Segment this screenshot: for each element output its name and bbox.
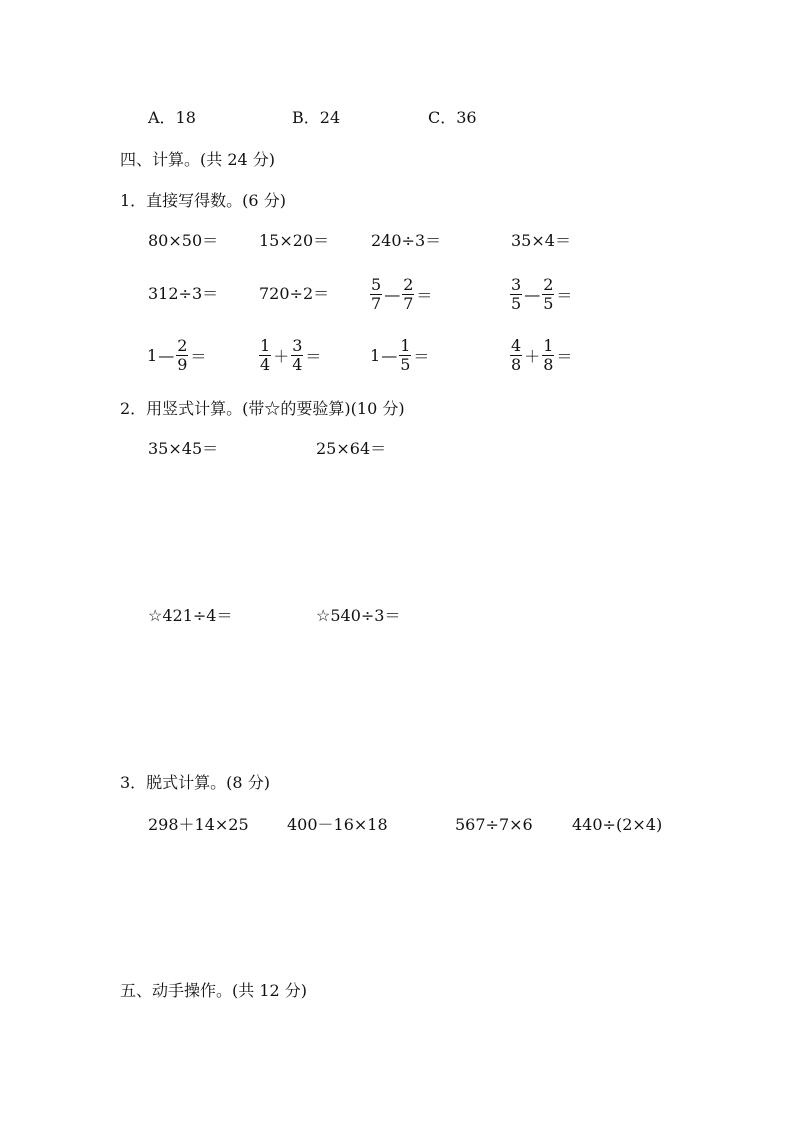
section-4-title: 四、计算。(共 24 分) [120, 150, 276, 169]
q1-fraction-expression [369, 272, 433, 316]
q1-fraction-expression [370, 333, 430, 377]
fraction [542, 276, 554, 313]
numerator: 2 [403, 274, 414, 294]
q2-item: 25×64＝ [316, 439, 387, 458]
fraction [510, 276, 522, 313]
numerator: 1 [400, 335, 411, 355]
denominator: 4 [260, 354, 271, 374]
option-b: B．24 [292, 108, 341, 127]
fraction [291, 337, 303, 374]
fraction [370, 276, 382, 313]
numerator: 5 [371, 274, 382, 294]
q1-item: 720÷2＝ [259, 284, 330, 303]
numerator: 3 [511, 274, 522, 294]
fraction [402, 276, 414, 313]
denominator: 5 [400, 354, 411, 374]
operator: ＋ [524, 346, 541, 366]
option-c: C．36 [428, 108, 477, 127]
fraction [259, 337, 271, 374]
q3-item: 400－16×18 [287, 815, 388, 834]
fraction [176, 337, 188, 374]
q1-fraction-expression [147, 333, 207, 377]
denominator: 8 [543, 354, 554, 374]
denominator: 9 [177, 354, 188, 374]
denominator: 8 [511, 354, 522, 374]
denominator: 5 [511, 293, 522, 313]
q3-item: 298＋14×25 [148, 815, 249, 834]
equals-sign: ＝ [413, 346, 430, 366]
denominator: 7 [403, 293, 414, 313]
q1-item: 240÷3＝ [371, 231, 442, 250]
numerator: 4 [511, 335, 522, 355]
equals-sign: ＝ [556, 346, 573, 366]
q1-item: 35×4＝ [511, 231, 571, 250]
denominator: 5 [543, 293, 554, 313]
numerator: 3 [292, 335, 303, 355]
operator: — [384, 284, 401, 304]
section-5-title: 五、动手操作。(共 12 分) [120, 981, 308, 1000]
q1-item: 15×20＝ [259, 231, 330, 250]
whole-number: 1 [370, 345, 381, 365]
fraction [399, 337, 411, 374]
numerator: 1 [260, 335, 271, 355]
q1-item: 312÷3＝ [148, 284, 219, 303]
q1-title: 1．直接写得数。(6 分) [120, 191, 286, 210]
whole-number: 1 [147, 345, 158, 365]
equals-sign: ＝ [556, 285, 573, 305]
denominator: 4 [292, 354, 303, 374]
q1-item: 80×50＝ [148, 231, 219, 250]
operator: — [158, 345, 175, 365]
option-a: A．18 [148, 108, 196, 127]
q3-title: 3．脱式计算。(8 分) [120, 773, 270, 792]
q2-item: ☆540÷3＝ [316, 606, 401, 625]
operator: ＋ [273, 346, 290, 366]
q1-fraction-expression [509, 333, 573, 377]
q2-title: 2．用竖式计算。(带☆的要验算)(10 分) [120, 399, 405, 418]
q1-fraction-expression [509, 272, 573, 316]
q3-item: 567÷7×6 [455, 815, 533, 834]
q3-item: 440÷(2×4) [572, 815, 663, 834]
numerator: 1 [543, 335, 554, 355]
denominator: 7 [371, 293, 382, 313]
fraction [510, 337, 522, 374]
operator: — [524, 284, 541, 304]
numerator: 2 [543, 274, 554, 294]
equals-sign: ＝ [190, 346, 207, 366]
q2-item: 35×45＝ [148, 439, 219, 458]
q2-item: ☆421÷4＝ [148, 606, 233, 625]
fraction [542, 337, 554, 374]
equals-sign: ＝ [305, 346, 322, 366]
equals-sign: ＝ [416, 285, 433, 305]
operator: — [381, 345, 398, 365]
q1-fraction-expression [258, 333, 322, 377]
numerator: 2 [177, 335, 188, 355]
